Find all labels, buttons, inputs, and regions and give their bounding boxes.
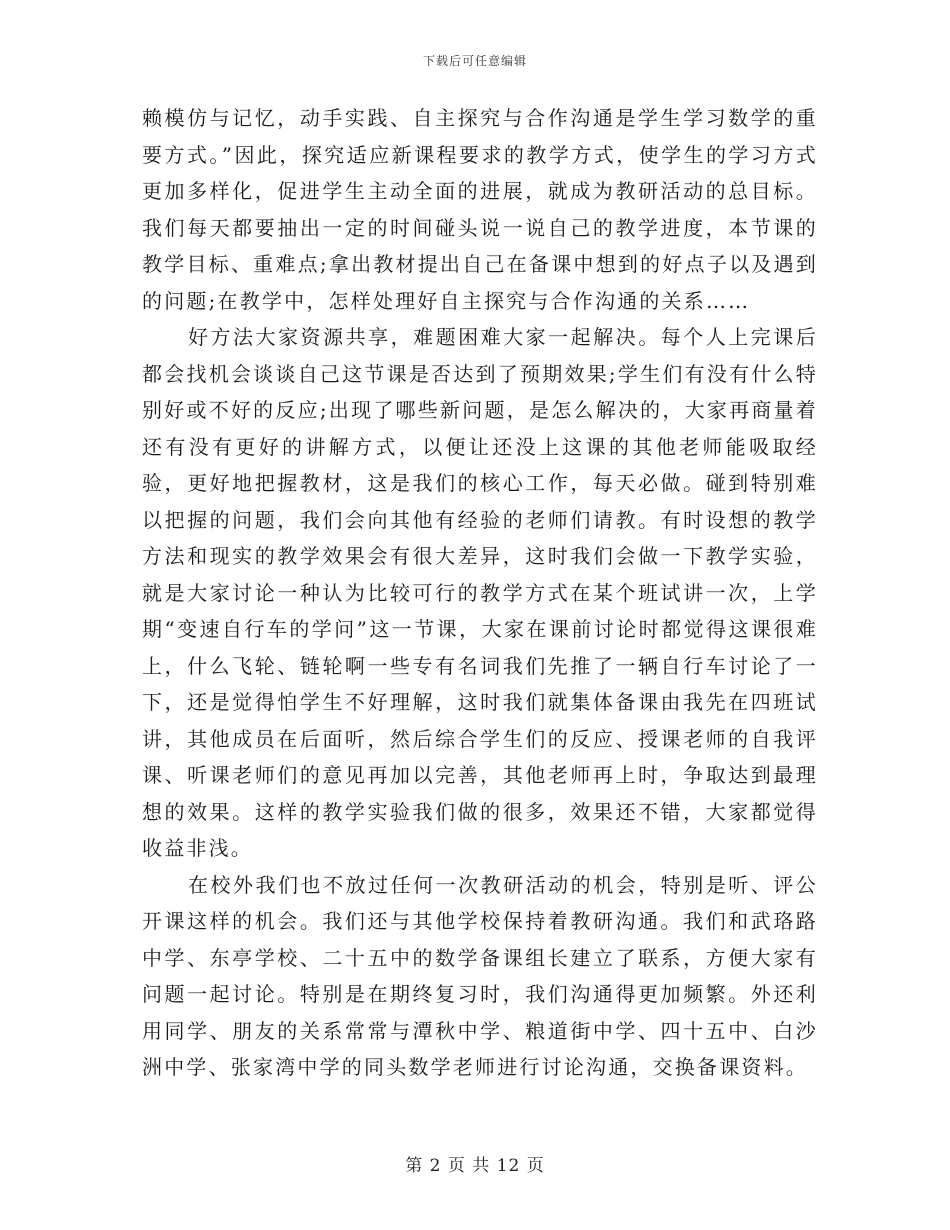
page-header: 下载后可任意编辑 [422, 54, 527, 68]
document-body [142, 100, 818, 1086]
paragraph-3: 在校外我们也不放过任何一次教研活动的机会，特别是听、评公开课这样的机会。我们还与其他学校保持着教研沟通。我们和武珞路中学、东亭学校、二十五中的数学备课组长建立了联系，方便大家有问题一起讨论。特别是在期终复习时，我们沟通得更加频繁。外还利用同学、朋友的关系常常与潭秋中学、粮道街中学、四十五中、白沙洲中学、张家湾中学的同头数学老师进行讨论沟通，交换备课资料。 [142, 872, 818, 1079]
paragraph-1: 赖模仿与记忆，动手实践、自主探究与合作沟通是学生学习数学的重要方式。”因此，探究适应新课程要求的教学方式，使学生的学习方式更加多样化，促进学生主动全面的进展，就成为教研活动的总目标。我们每天都要抽出一定的时间碰头说一说自己的教学进度，本节课的教学目标、重难点;拿出教材提出自己在备课中想到的好点子以及遇到的问题;在教学中，怎样处理好自主探究与合作沟通的关系…… [142, 106, 818, 313]
paragraph-2: 好方法大家资源共享，难题困难大家一起解决。每个人上完课后都会找机会谈谈自己这节课是否达到了预期效果;学生们有没有什么特别好或不好的反应;出现了哪些新问题，是怎么解决的，大家再商量着还有没有更好的讲解方式，以便让还没上这课的其他老师能吸取经验，更好地把握教材，这是我们的核心工作，每天必做。碰到特别难以把握的问题，我们会向其他有经验的老师们请教。有时设想的教学方法和现实的教学效果会有很大差异，这时我们会做一下教学实验，就是大家讨论一种认为比较可行的教学方式在某个班试讲一次，上学期“变速自行车的学问”这一节课，大家在课前讨论时都觉得这课很难上，什么飞轮、链轮啊一些专有名词我们先推了一辆自行车讨论了一下，还是觉得怕学生不好理解，这时我们就集体备课由我先在四班试讲，其他成员在后面听，然后综合学生们的反应、授课老师的自我评课、听课老师们的意见再加以完善，其他老师再上时，争取达到最理想的效果。这样的教学实验我们做的很多，效果还不错，大家都觉得收益非浅。 [142, 325, 818, 860]
page-number-footer: 第 2 页 共 12 页 [405, 1156, 545, 1176]
